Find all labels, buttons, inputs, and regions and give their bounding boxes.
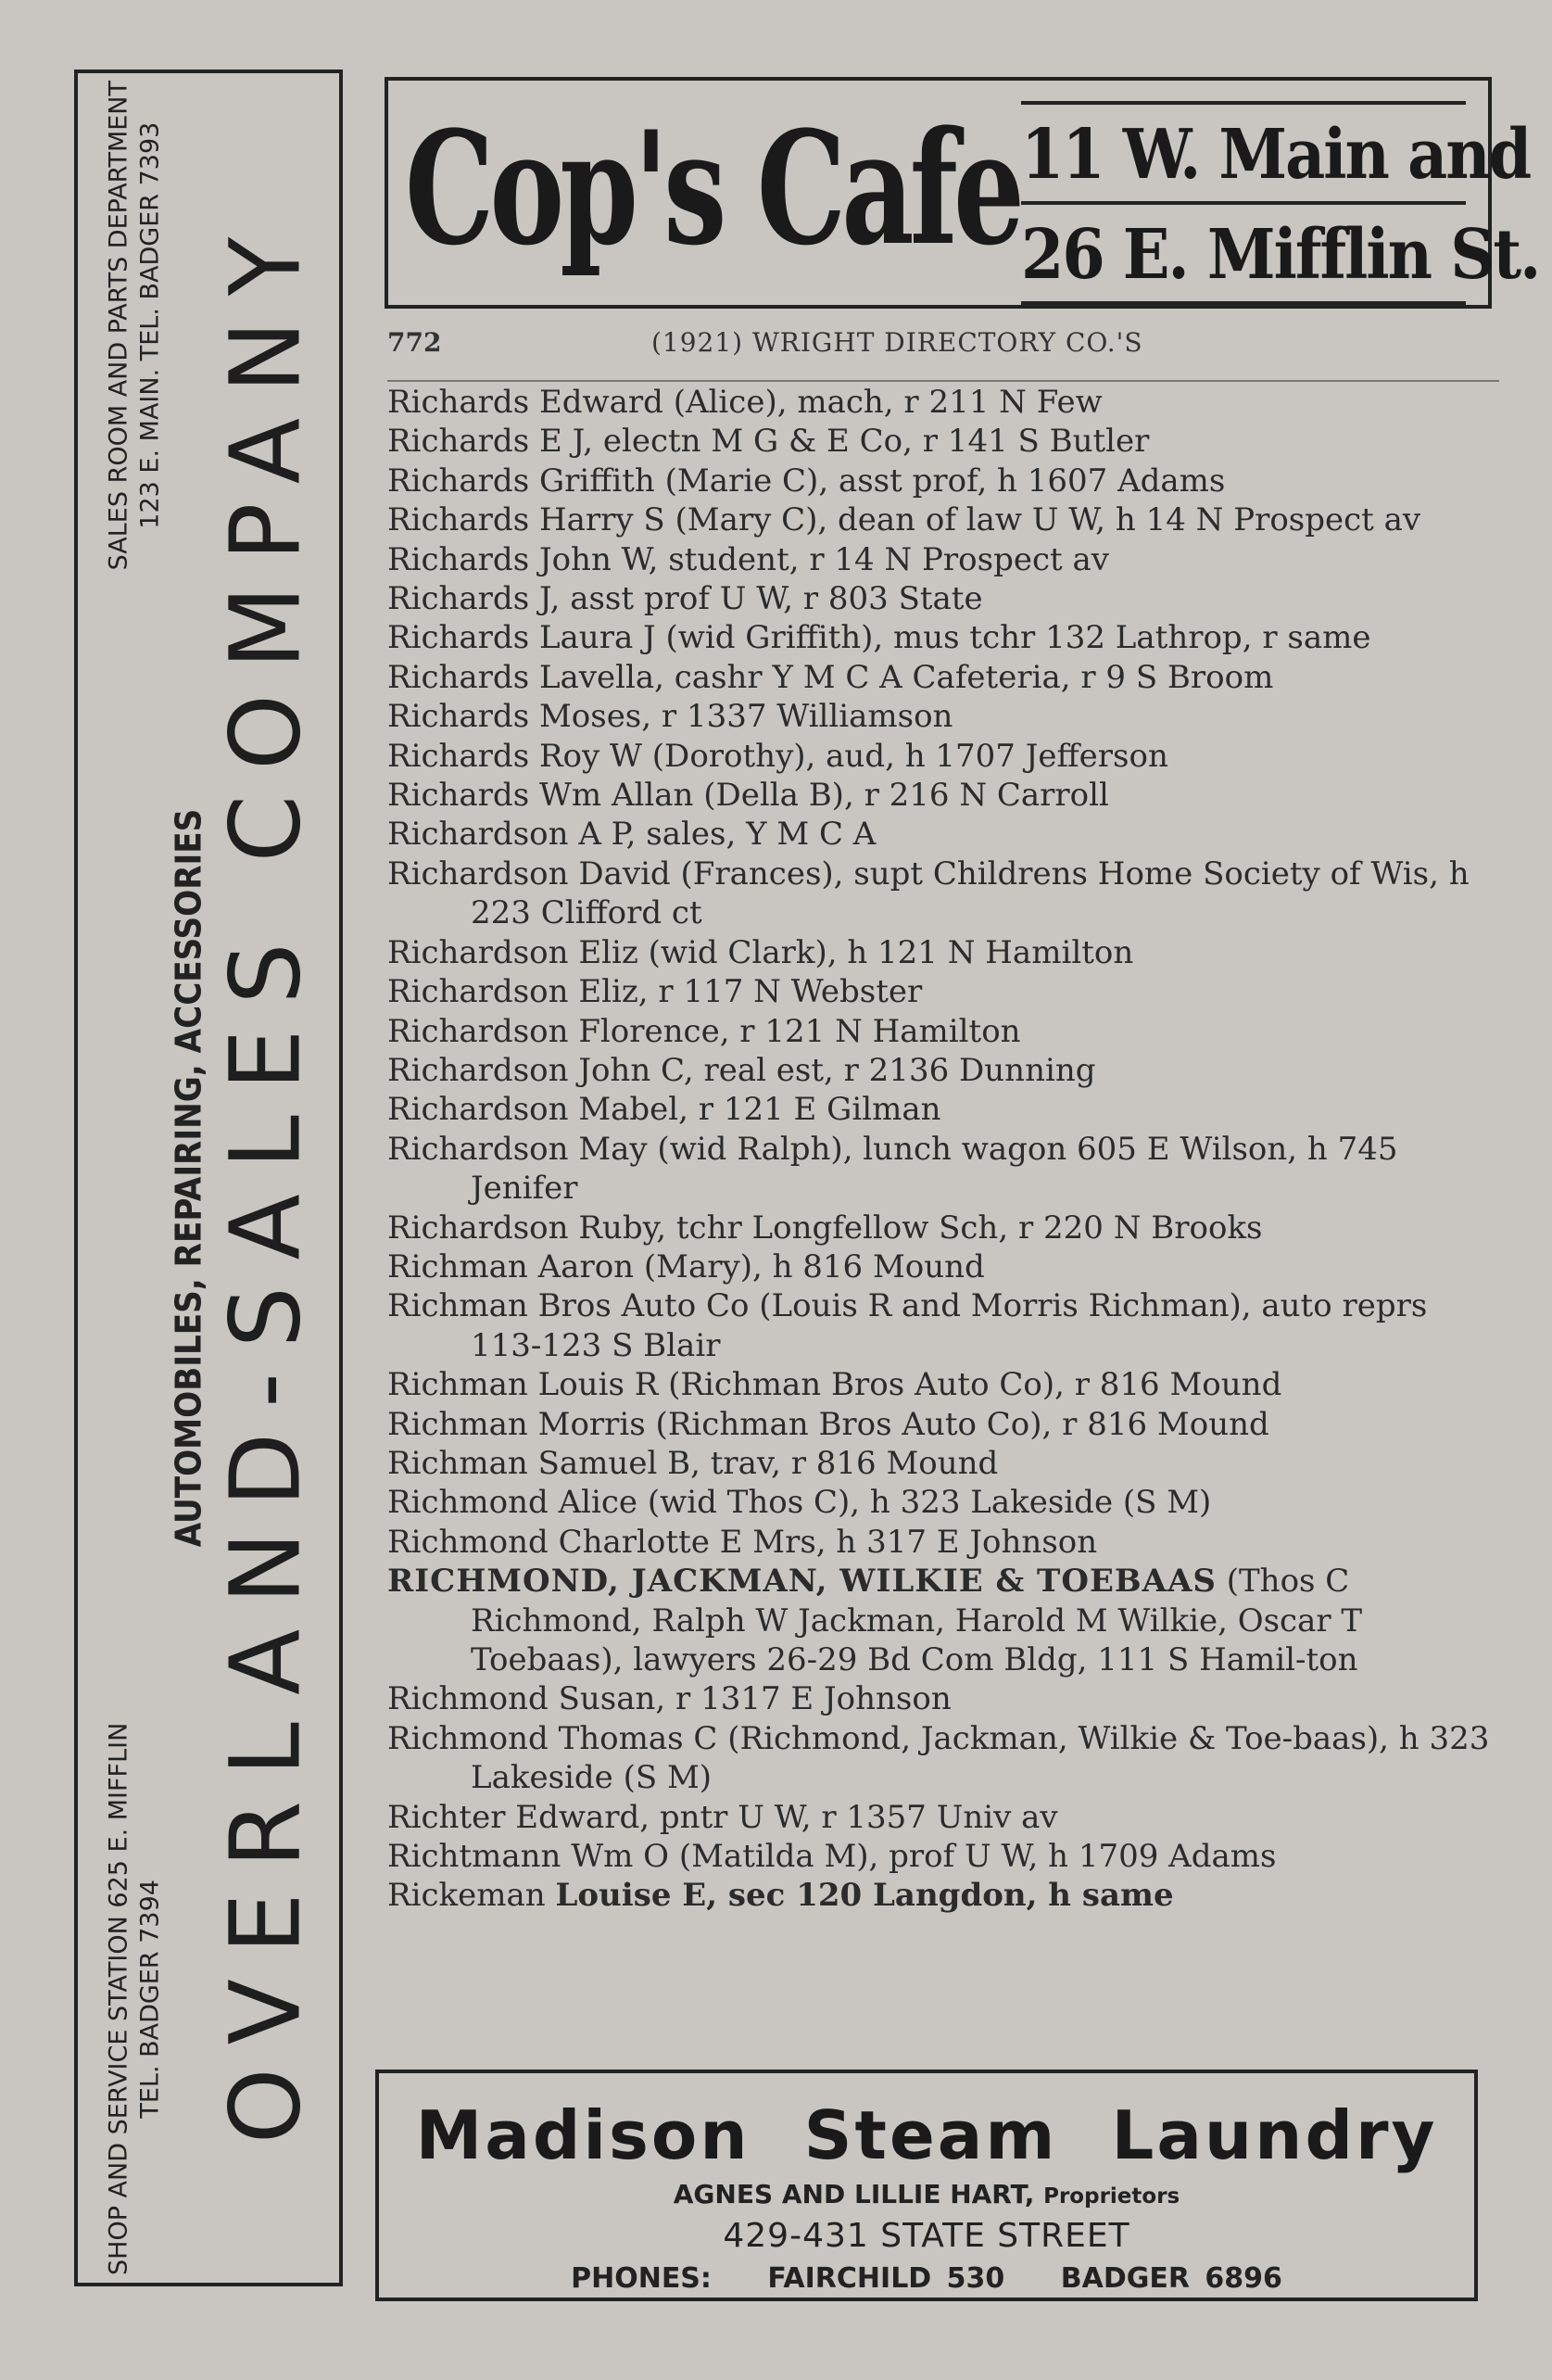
laundry-proprietors [379, 2177, 1474, 2214]
sales-address: 123 E. MAIN. TEL. BADGER 7393 [135, 121, 164, 529]
list-item: Richter Edward, pntr U W, r 1357 Univ av [387, 1798, 1058, 1836]
list-item: Richardson John C, real est, r 2136 Dunning [387, 1051, 1096, 1089]
laundry-name: Madison Steam Laundry [415, 2096, 1438, 2174]
sales-line: SALES ROOM AND PARTS DEPARTMENT [104, 81, 132, 571]
list-item-law-firm [387, 1562, 1499, 1679]
list-item: Richardson Florence, r 121 N Hamilton [387, 1012, 1021, 1050]
laundry-street: 429-431 STATE STREET [723, 2217, 1130, 2255]
madison-steam-laundry-ad [375, 2070, 1478, 2301]
list-item: Richards Griffith (Marie C), asst prof, h 1607 Adams [387, 462, 1226, 500]
cops-cafe-ad [385, 77, 1540, 309]
shop-info [103, 1723, 166, 2275]
list-item: Richardson Ruby, tchr Longfellow Sch, r 220 N Brooks [387, 1209, 1263, 1247]
list-item: Richards J, asst prof U W, r 803 State [387, 580, 983, 618]
list-item: Richardson A P, sales, Y M C A [387, 816, 877, 854]
page-number: 772 [387, 327, 442, 358]
last-listing-name: Rickeman [387, 1877, 556, 1915]
list-item: Richardson May (wid Ralph), lunch wagon 605 E Wilson, h 745 Jenifer [387, 1130, 1398, 1208]
list-item: Richards Moses, r 1337 Williamson [387, 698, 953, 736]
directory-listings [387, 383, 1499, 1916]
proprietor-names: AGNES AND LILLIE HART, [673, 2179, 1035, 2209]
list-item: Richards Lavella, cashr Y M C A Cafeteria, r 9 S Broom [387, 658, 1274, 696]
phone-badger: BADGER 6896 [1060, 2262, 1282, 2295]
list-item: Richmond Thomas C (Richmond, Jackman, Wilkie & Toe-baas), h 323 Lakeside (S M) [387, 1719, 1490, 1797]
list-item: Richmond Charlotte E Mrs, h 317 E Johnson [387, 1523, 1098, 1561]
shop-tel: TEL. BADGER 7394 [135, 1880, 164, 2119]
shop-line: SHOP AND SERVICE STATION 625 E. MIFFLIN [104, 1722, 132, 2275]
directory-title: (1921) WRIGHT DIRECTORY CO.'S [651, 327, 1143, 358]
list-item: Richards Roy W (Dorothy), aud, h 1707 Jefferson [387, 737, 1168, 775]
address-rule-top [1021, 101, 1466, 105]
address-rule-middle [1021, 201, 1466, 205]
overland-services: AUTOMOBILES, REPAIRING, ACCESSORIES [168, 808, 208, 1548]
cafe-address-line-2: 26 E. Mifflin St. [1021, 215, 1540, 295]
list-item: Richman Aaron (Mary), h 816 Mound [387, 1247, 985, 1285]
header-divider [387, 380, 1499, 382]
law-firm-name: RICHMOND, JACKMAN, WILKIE & TOEBAAS [387, 1563, 1217, 1601]
list-item: Richardson David (Frances), supt Childrens Home Society of Wis, h 223 Clifford ct [387, 855, 1470, 932]
overland-sales-ad [74, 70, 343, 2286]
laundry-phones [379, 2259, 1474, 2299]
list-item: Richards Harry S (Mary C), dean of law U W, h 14 N Prospect av [387, 501, 1421, 539]
overland-contact-row [103, 75, 166, 2281]
list-item: Richardson Mabel, r 121 E Gilman [387, 1091, 941, 1129]
list-item: Richards E J, electn M G & E Co, r 141 S Butler [387, 423, 1150, 461]
list-item: Richmond Alice (wid Thos C), h 323 Lakeside (S M) [387, 1484, 1212, 1522]
list-item: Richards Edward (Alice), mach, r 211 N Few [387, 384, 1103, 421]
list-item: Richtmann Wm O (Matilda M), prof U W, h 1709 Adams [387, 1838, 1277, 1876]
list-item: Richman Louis R (Richman Bros Auto Co), r 816 Mound [387, 1366, 1282, 1404]
overland-company-name: OVERLAND-SALES COMPANY [208, 211, 322, 2145]
list-item: Richardson Eliz, r 117 N Webster [387, 973, 923, 1011]
overland-sales-ad-content [77, 75, 341, 2281]
sales-info [103, 81, 166, 570]
cafe-address-line-1: 11 W. Main and [1021, 115, 1531, 195]
list-item: Richmond Susan, r 1317 E Johnson [387, 1680, 952, 1718]
phones-label: PHONES: [571, 2262, 712, 2295]
law-firm-details: (Thos C Richmond, Ralph W Jackman, Harold M Wilkie, Oscar T Toebaas), lawyers 26-29 Bd Com Bldg, 111 S Hamil-ton [471, 1563, 1363, 1678]
address-rule-bottom [1021, 301, 1466, 305]
cafe-name: Cop's Cafe [405, 96, 1021, 280]
list-item: Richards Laura J (wid Griffith), mus tchr 132 Lathrop, r same [387, 619, 1371, 657]
list-item: Richardson Eliz (wid Clark), h 121 N Hamilton [387, 933, 1134, 971]
list-item: Richards Wm Allan (Della B), r 216 N Carroll [387, 777, 1109, 815]
list-item: Richman Morris (Richman Bros Auto Co), r 816 Mound [387, 1405, 1269, 1443]
list-item: Richman Samuel B, trav, r 816 Mound [387, 1444, 999, 1482]
phone-fairchild: FAIRCHILD 530 [767, 2262, 1005, 2295]
proprietors-label: Proprietors [1043, 2184, 1180, 2209]
last-listing-details: Louise E, sec 120 Langdon, h same [555, 1877, 1174, 1915]
cafe-address [1021, 99, 1540, 310]
page-header [387, 320, 1499, 366]
list-item: Richards John W, student, r 14 N Prospect av [387, 540, 1109, 578]
list-item: Richman Bros Auto Co (Louis R and Morris Richman), auto reprs 113-123 S Blair [387, 1287, 1428, 1364]
list-item-last [387, 1876, 1499, 1915]
